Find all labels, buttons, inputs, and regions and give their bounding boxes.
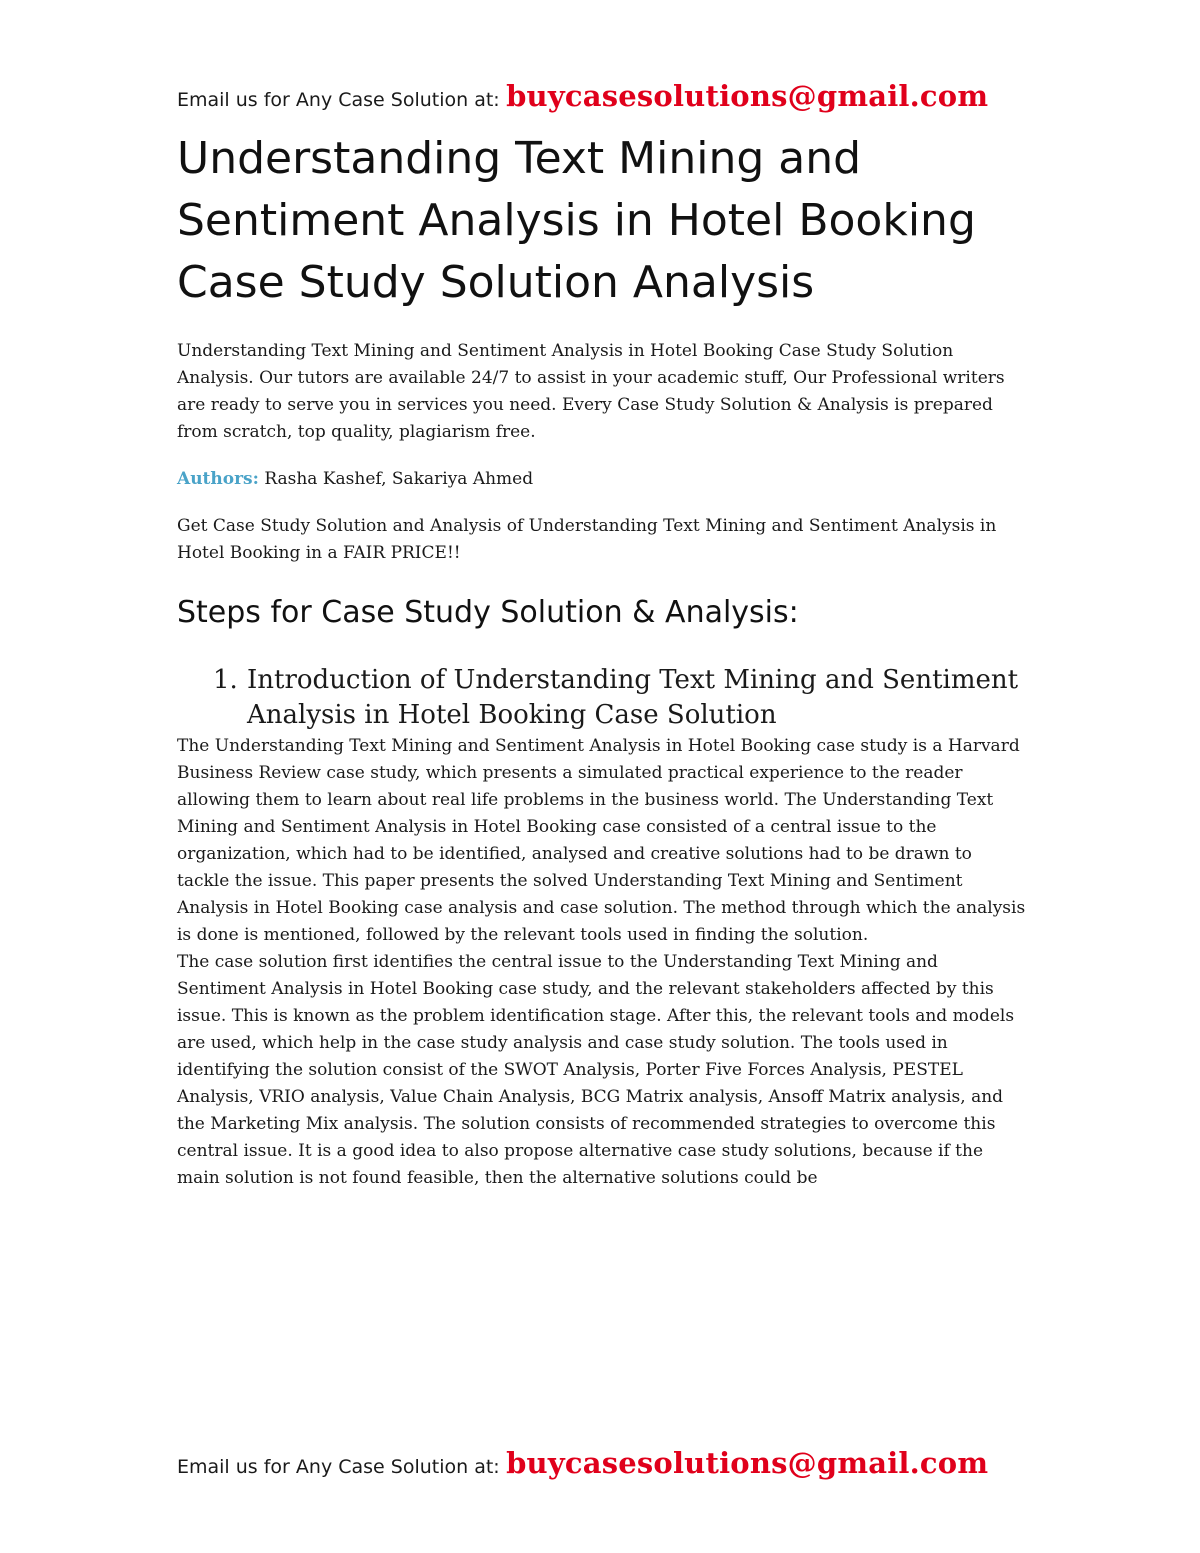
body-paragraph: The Understanding Text Mining and Sentiment Analysis in Hotel Booking case study is a Harvard Business Review case study, which presents a simulated practical experience to the reader allowing them to learn about real life problems in the business world. The Understanding Text Mining and Sentiment Analysis in Hotel Booking case consisted of a central issue to the organization, which had to be identified, analysed and creative solutions had to be drawn to tackle the issue. This paper presents the solved Understanding Text Mining and Sentiment Analysis in Hotel Booking case analysis and case solution. The method through which the analysis is done is mentioned, followed by the relevant tools used in finding the solution. — [177, 736, 1026, 945]
body-paragraph: The case solution first identifies the central issue to the Understanding Text Mining and Sentiment Analysis in Hotel Booking case study, and the relevant stakeholders affected by this issue. This is known as the problem identification stage. After this, the relevant tools and models are used, which help in the case study analysis and case study solution. The tools used in identifying the solution consist of the SWOT Analysis, Porter Five Forces Analysis, PESTEL Analysis, VRIO analysis, Value Chain Analysis, BCG Matrix analysis, Ansoff Matrix analysis, and the Marketing Mix analysis. The solution consists of recommended strategies to overcome this central issue. It is a good idea to also propose alternative case study solutions, because if the main solution is not found feasible, then the alternative solutions could be — [177, 952, 1015, 1188]
steps-heading: Steps for Case Study Solution & Analysis: — [177, 595, 799, 630]
authors-names: Rasha Kashef, Sakariya Ahmed — [264, 469, 534, 489]
step-1-number: 1. — [213, 665, 238, 695]
header-email-line — [177, 78, 1037, 118]
step-1-heading — [177, 663, 1037, 733]
authors-label: Authors: — [177, 469, 259, 489]
authors-line — [177, 466, 1037, 493]
get-solution-text: Get Case Study Solution and Analysis of Understanding Text Mining and Sentiment Analysis in Hotel Booking in a FAIR PRICE!! — [177, 516, 997, 563]
footer-email-address[interactable]: buycasesolutions@gmail.com — [506, 1446, 989, 1480]
step-1-title: Introduction of Understanding Text Mining and Sentiment Analysis in Hotel Booking Case Solution — [247, 665, 1019, 730]
footer-email-label: Email us for Any Case Solution at: — [177, 1456, 500, 1478]
intro-paragraph: Understanding Text Mining and Sentiment Analysis in Hotel Booking Case Study Solution Analysis. Our tutors are available 24/7 to assist in your academic stuff, Our Professional writers are ready to serve you in services you need. Every Case Study Solution & Analysis is prepared from scratch, top quality, plagiarism free. — [177, 341, 1005, 442]
header-email-label: Email us for Any Case Solution at: — [177, 89, 500, 111]
header-email-address[interactable]: buycasesolutions@gmail.com — [506, 79, 989, 113]
document-title: Understanding Text Mining and Sentiment Analysis in Hotel Booking Case Study Solution Analysis — [177, 133, 976, 308]
document-content — [177, 78, 1037, 1192]
footer-email-line — [177, 1445, 988, 1485]
